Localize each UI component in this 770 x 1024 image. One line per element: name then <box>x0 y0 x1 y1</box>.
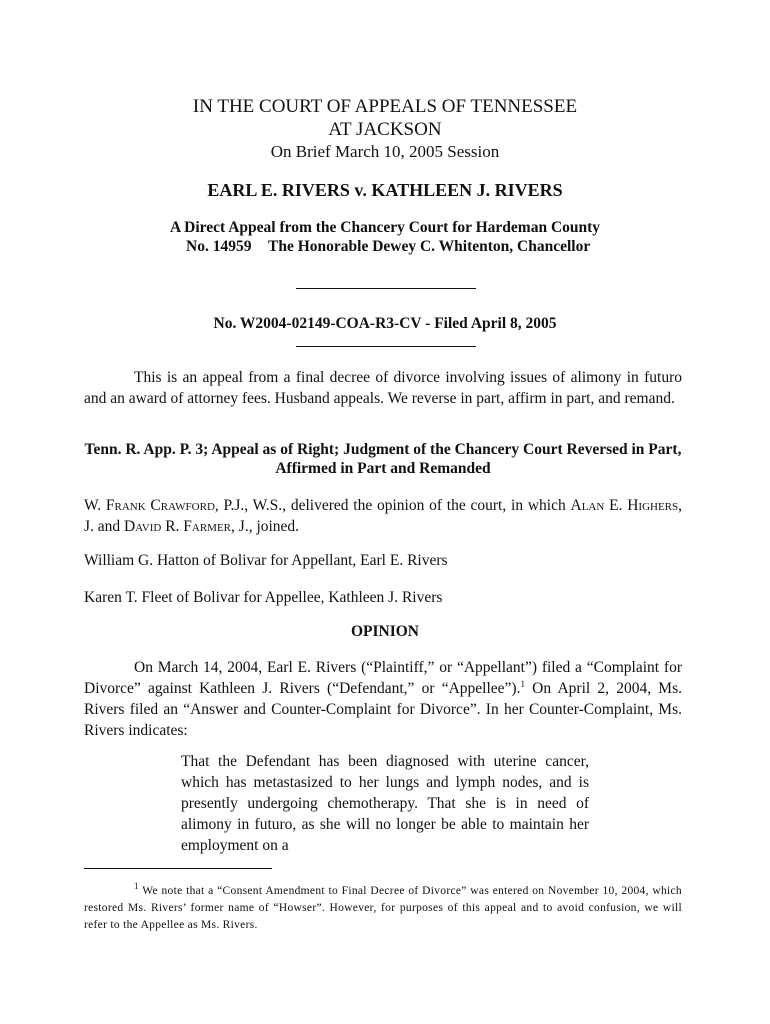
footnote-1: $^1$ We note that a “Consent Amendment to Final Decree of Divorce” was entered on November 10, 2004, which restored Ms. Rivers’ former name of “Howser”. However, for purposes of this appeal and to avoid confusion, we will refer to the Appellee as Ms. Rivers. <box>84 881 682 931</box>
block-quote: That the Defendant has been diagnosed with uterine cancer, which has metastasized to her lungs and lymph nodes, and is presently undergoing chemotherapy. That she is in need of alimony in futuro, as she will no longer be able to maintain her employment on a <box>181 753 589 854</box>
counsel-appellee: Karen T. Fleet of Bolivar for Appellee, Kathleen J. Rivers <box>84 589 443 606</box>
footnote-reference: 1 <box>520 678 525 689</box>
footnote-separator <box>84 868 272 869</box>
footnote-number: 1 <box>134 881 139 892</box>
opinion-paragraph-1: On March 14, 2004, Earl E. Rivers (“Plaintiff,” or “Appellant”) filed a “Complaint for Divorce” against Kathleen J. Rivers (“Defendant,” or “Appellee”).$^1$ On April 2, 2004, Ms. Rivers filed an “Answer and Counter-Complaint for Divorce”. In her Counter-Complaint, Ms. Rivers indicates: <box>84 659 682 739</box>
trial-judge: The Honorable Dewey C. Whitenton, Chancellor <box>268 238 591 255</box>
disposition-line-1: Tenn. R. App. P. 3; Appeal as of Right; Judgment of the Chancery Court Reversed in Part, <box>84 441 682 458</box>
counsel-appellant: William G. Hatton of Bolivar for Appellant, Earl E. Rivers <box>84 552 448 569</box>
summary-paragraph: This is an appeal from a final decree of divorce involving issues of alimony in futuro and an award of attorney fees. Husband appeals. We reverse in part, affirm in part, and remand. <box>84 369 682 407</box>
case-title: EARL E. RIVERS v. KATHLEEN J. RIVERS <box>207 180 563 200</box>
trial-court-number: No. 14959 <box>186 238 252 255</box>
disposition-line-2: Affirmed in Part and Remanded <box>275 460 491 477</box>
docket-number: No. W2004-02149-COA-R3-CV - Filed April 8, 2005 <box>213 315 557 332</box>
appeal-origin: A Direct Appeal from the Chancery Court for Hardeman County <box>169 219 601 236</box>
header-rule-bottom <box>296 346 476 347</box>
concurring-judge-2: David R. Farmer <box>124 518 232 535</box>
court-name: IN THE COURT OF APPEALS OF TENNESSEE <box>192 96 578 117</box>
concurring-judge-1: Alan E. Highers <box>570 497 679 514</box>
court-location: AT JACKSON <box>328 119 442 140</box>
authorship-paragraph: W. Frank Crawford, P.J., W.S., delivered the opinion of the court, in which Alan E. Highers, J. and David R. Farmer, J., joined. <box>84 497 683 535</box>
header-rule-top <box>296 288 476 289</box>
authoring-judge: W. Frank Crawford <box>84 497 215 514</box>
opinion-heading: OPINION <box>350 623 420 640</box>
session-line: On Brief March 10, 2005 Session <box>270 142 500 161</box>
